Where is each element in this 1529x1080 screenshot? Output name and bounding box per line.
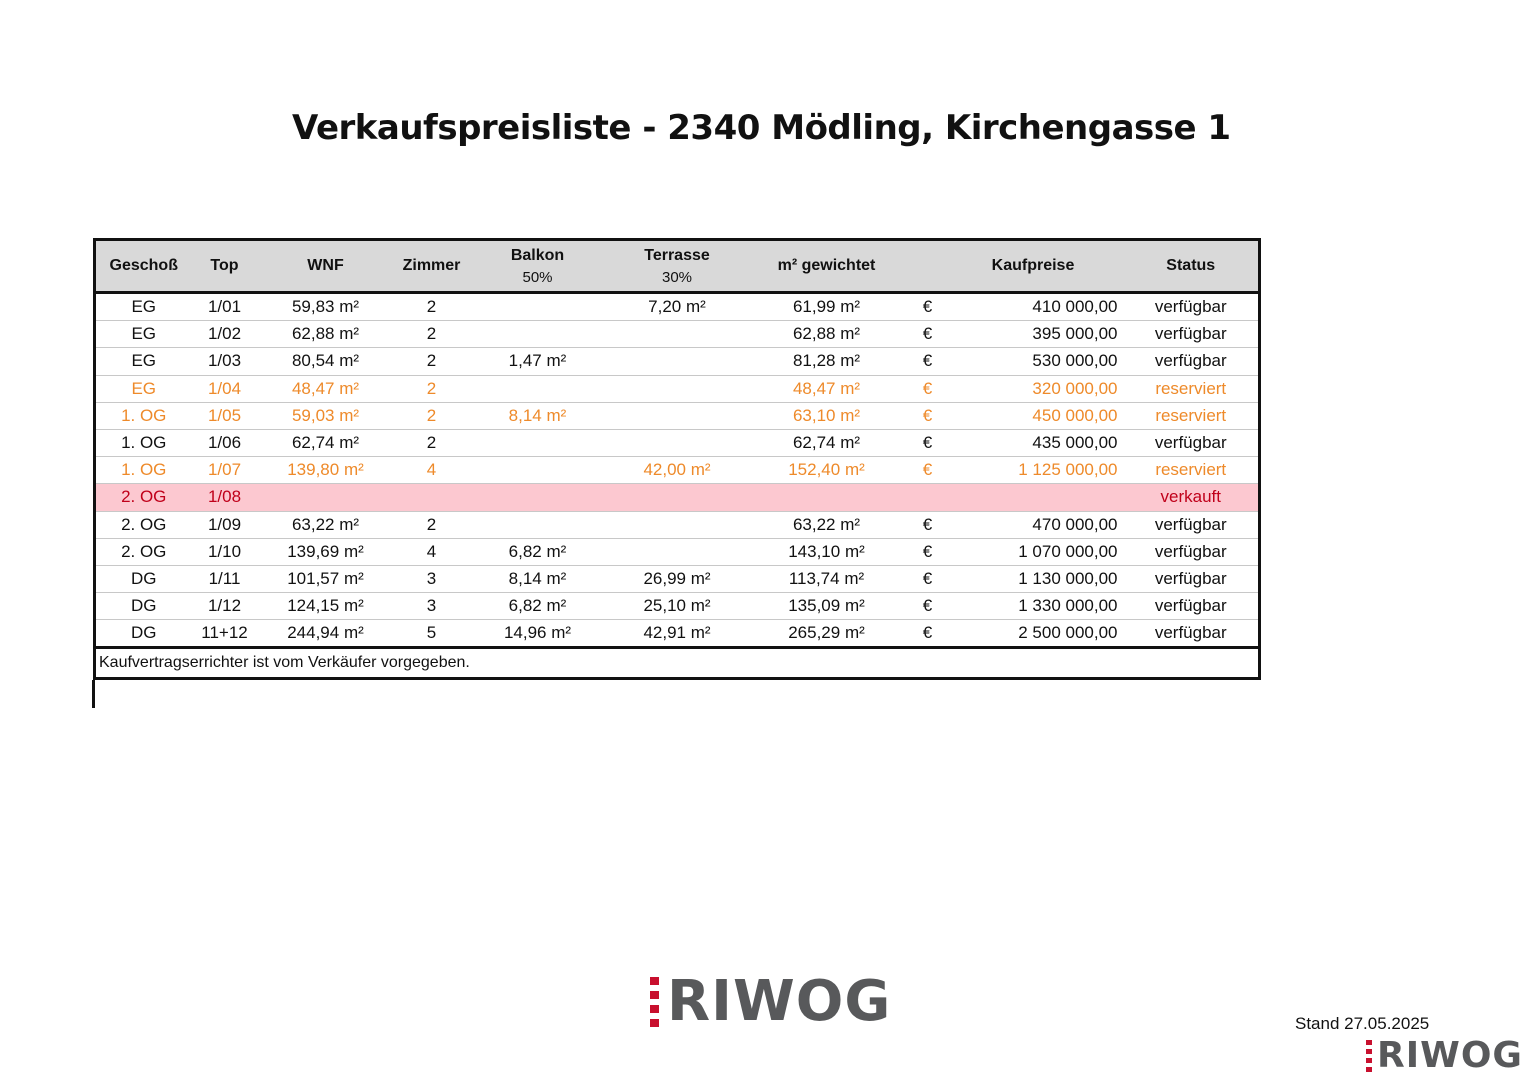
cell-geschoss: 2. OG [95,511,192,538]
cell-balkon: 8,14 m² [470,402,606,429]
cell-zimmer: 5 [394,620,470,648]
table-row [95,457,1260,484]
cell-balkon [470,293,606,321]
cell-kaufpreis: 1 070 000,00 [943,538,1124,565]
cell-currency: € [905,620,943,648]
price-table [93,238,1261,680]
header-balkon-label: Balkon [510,246,565,264]
cell-status: verfügbar [1124,429,1260,456]
cell-top: 1/11 [192,565,258,592]
cell-status: verfügbar [1124,565,1260,592]
table-header [95,240,1260,293]
table-row [95,620,1260,648]
cell-status: reserviert [1124,457,1260,484]
header-top: Top [192,240,258,293]
cell-balkon: 8,14 m² [470,565,606,592]
cell-gewichtet: 113,74 m² [749,565,905,592]
cell-balkon: 6,82 m² [470,593,606,620]
cell-gewichtet: 62,88 m² [749,321,905,348]
cell-terrasse [606,402,749,429]
cell-terrasse [606,538,749,565]
cell-geschoss: EG [95,375,192,402]
cell-wnf: 48,47 m² [258,375,394,402]
cell-currency: € [905,511,943,538]
cell-status: verkauft [1124,484,1260,511]
table-row [95,565,1260,592]
header-wnf: WNF [258,240,394,293]
table-body [95,293,1260,648]
cell-kaufpreis: 530 000,00 [943,348,1124,375]
cell-geschoss: DG [95,593,192,620]
cell-currency: € [905,293,943,321]
cell-kaufpreis: 470 000,00 [943,511,1124,538]
cell-zimmer: 4 [394,538,470,565]
cell-status: reserviert [1124,402,1260,429]
header-gewichtet: m² gewichtet [749,240,905,293]
cell-top: 1/09 [192,511,258,538]
cell-geschoss: 2. OG [95,538,192,565]
cell-zimmer [394,484,470,511]
cell-terrasse: 42,91 m² [606,620,749,648]
cell-top: 1/10 [192,538,258,565]
cell-kaufpreis: 1 125 000,00 [943,457,1124,484]
logo-bar-icon-small [1366,1040,1372,1072]
cell-gewichtet: 265,29 m² [749,620,905,648]
cell-gewichtet [749,484,905,511]
cell-top: 11+12 [192,620,258,648]
cell-gewichtet: 152,40 m² [749,457,905,484]
table-row [95,321,1260,348]
cell-terrasse [606,484,749,511]
header-status: Status [1124,240,1260,293]
cell-terrasse: 26,99 m² [606,565,749,592]
cell-status: verfügbar [1124,538,1260,565]
cell-top: 1/03 [192,348,258,375]
cell-geschoss: 1. OG [95,457,192,484]
cell-currency: € [905,429,943,456]
cell-zimmer: 2 [394,375,470,402]
cell-top: 1/07 [192,457,258,484]
cell-gewichtet: 63,10 m² [749,402,905,429]
cell-terrasse [606,511,749,538]
cell-wnf: 139,80 m² [258,457,394,484]
cell-geschoss: EG [95,293,192,321]
table-row [95,293,1260,321]
header-zimmer: Zimmer [394,240,470,293]
cell-status: verfügbar [1124,348,1260,375]
cell-zimmer: 3 [394,565,470,592]
cell-zimmer: 2 [394,511,470,538]
cell-terrasse [606,375,749,402]
cell-balkon [470,375,606,402]
cell-currency: € [905,375,943,402]
cell-zimmer: 2 [394,293,470,321]
table-row [95,593,1260,620]
cell-currency: € [905,565,943,592]
table-row [95,375,1260,402]
cell-currency: € [905,321,943,348]
cell-balkon [470,511,606,538]
table-row [95,538,1260,565]
cell-terrasse: 42,00 m² [606,457,749,484]
cell-top: 1/05 [192,402,258,429]
cell-kaufpreis [943,484,1124,511]
cell-top: 1/04 [192,375,258,402]
cell-gewichtet: 62,74 m² [749,429,905,456]
cell-wnf: 62,88 m² [258,321,394,348]
cell-terrasse: 7,20 m² [606,293,749,321]
cell-currency: € [905,593,943,620]
cell-gewichtet: 81,28 m² [749,348,905,375]
cell-currency: € [905,402,943,429]
header-kaufpreise: Kaufpreise [943,240,1124,293]
cell-zimmer: 3 [394,593,470,620]
table-border-tail [92,680,95,708]
note-row [95,648,1260,679]
cell-kaufpreis: 395 000,00 [943,321,1124,348]
cell-wnf: 59,83 m² [258,293,394,321]
note-text: Kaufvertragserrichter ist vom Verkäufer vorgegeben. [99,654,470,672]
cell-geschoss: EG [95,348,192,375]
cell-balkon [470,321,606,348]
cell-balkon [470,484,606,511]
cell-gewichtet: 63,22 m² [749,511,905,538]
cell-geschoss: 1. OG [95,429,192,456]
cell-top: 1/01 [192,293,258,321]
cell-top: 1/02 [192,321,258,348]
table-row [95,348,1260,375]
logo-wordmark-small: RIWOG [1377,1035,1523,1076]
header-terrasse-sub: 30% [661,268,693,286]
cell-kaufpreis: 435 000,00 [943,429,1124,456]
cell-top: 1/08 [192,484,258,511]
header-geschoss: Geschoß [95,240,192,293]
cell-wnf: 101,57 m² [258,565,394,592]
cell-status: verfügbar [1124,321,1260,348]
header-balkon [470,240,606,293]
cell-terrasse [606,429,749,456]
cell-wnf: 80,54 m² [258,348,394,375]
cell-zimmer: 2 [394,321,470,348]
cell-kaufpreis: 1 330 000,00 [943,593,1124,620]
cell-currency [905,484,943,511]
cell-kaufpreis: 450 000,00 [943,402,1124,429]
cell-geschoss: DG [95,565,192,592]
cell-wnf: 63,22 m² [258,511,394,538]
cell-gewichtet: 61,99 m² [749,293,905,321]
riwog-logo-small [1366,1035,1523,1076]
cell-wnf [258,484,394,511]
riwog-logo [650,969,892,1034]
table-row [95,429,1260,456]
cell-kaufpreis: 410 000,00 [943,293,1124,321]
cell-gewichtet: 143,10 m² [749,538,905,565]
cell-wnf: 139,69 m² [258,538,394,565]
page-title: Verkaufspreisliste - 2340 Mödling, Kirchengasse 1 [292,108,1231,148]
cell-status: verfügbar [1124,293,1260,321]
logo-wordmark: RIWOG [667,969,892,1034]
cell-balkon [470,429,606,456]
header-currency-spacer [905,240,943,293]
cell-geschoss: DG [95,620,192,648]
cell-currency: € [905,348,943,375]
cell-top: 1/06 [192,429,258,456]
cell-balkon: 6,82 m² [470,538,606,565]
stand-date: Stand 27.05.2025 [1295,1014,1430,1033]
cell-balkon [470,457,606,484]
cell-currency: € [905,538,943,565]
cell-zimmer: 2 [394,348,470,375]
cell-top: 1/12 [192,593,258,620]
cell-status: verfügbar [1124,593,1260,620]
cell-currency: € [905,457,943,484]
cell-gewichtet: 48,47 m² [749,375,905,402]
cell-geschoss: 1. OG [95,402,192,429]
cell-status: verfügbar [1124,511,1260,538]
cell-terrasse [606,348,749,375]
cell-terrasse [606,321,749,348]
cell-terrasse: 25,10 m² [606,593,749,620]
header-terrasse-label: Terrasse [644,246,710,264]
table-row [95,402,1260,429]
cell-kaufpreis: 2 500 000,00 [943,620,1124,648]
cell-kaufpreis: 1 130 000,00 [943,565,1124,592]
cell-wnf: 62,74 m² [258,429,394,456]
cell-status: reserviert [1124,375,1260,402]
cell-zimmer: 4 [394,457,470,484]
cell-balkon: 1,47 m² [470,348,606,375]
header-balkon-sub: 50% [522,268,553,286]
cell-wnf: 124,15 m² [258,593,394,620]
cell-wnf: 244,94 m² [258,620,394,648]
cell-status: verfügbar [1124,620,1260,648]
header-terrasse [606,240,749,293]
logo-bar-icon [650,977,659,1027]
cell-geschoss: 2. OG [95,484,192,511]
cell-balkon: 14,96 m² [470,620,606,648]
cell-kaufpreis: 320 000,00 [943,375,1124,402]
table-row [95,511,1260,538]
cell-zimmer: 2 [394,429,470,456]
cell-gewichtet: 135,09 m² [749,593,905,620]
cell-zimmer: 2 [394,402,470,429]
cell-wnf: 59,03 m² [258,402,394,429]
cell-geschoss: EG [95,321,192,348]
table-row [95,484,1260,511]
